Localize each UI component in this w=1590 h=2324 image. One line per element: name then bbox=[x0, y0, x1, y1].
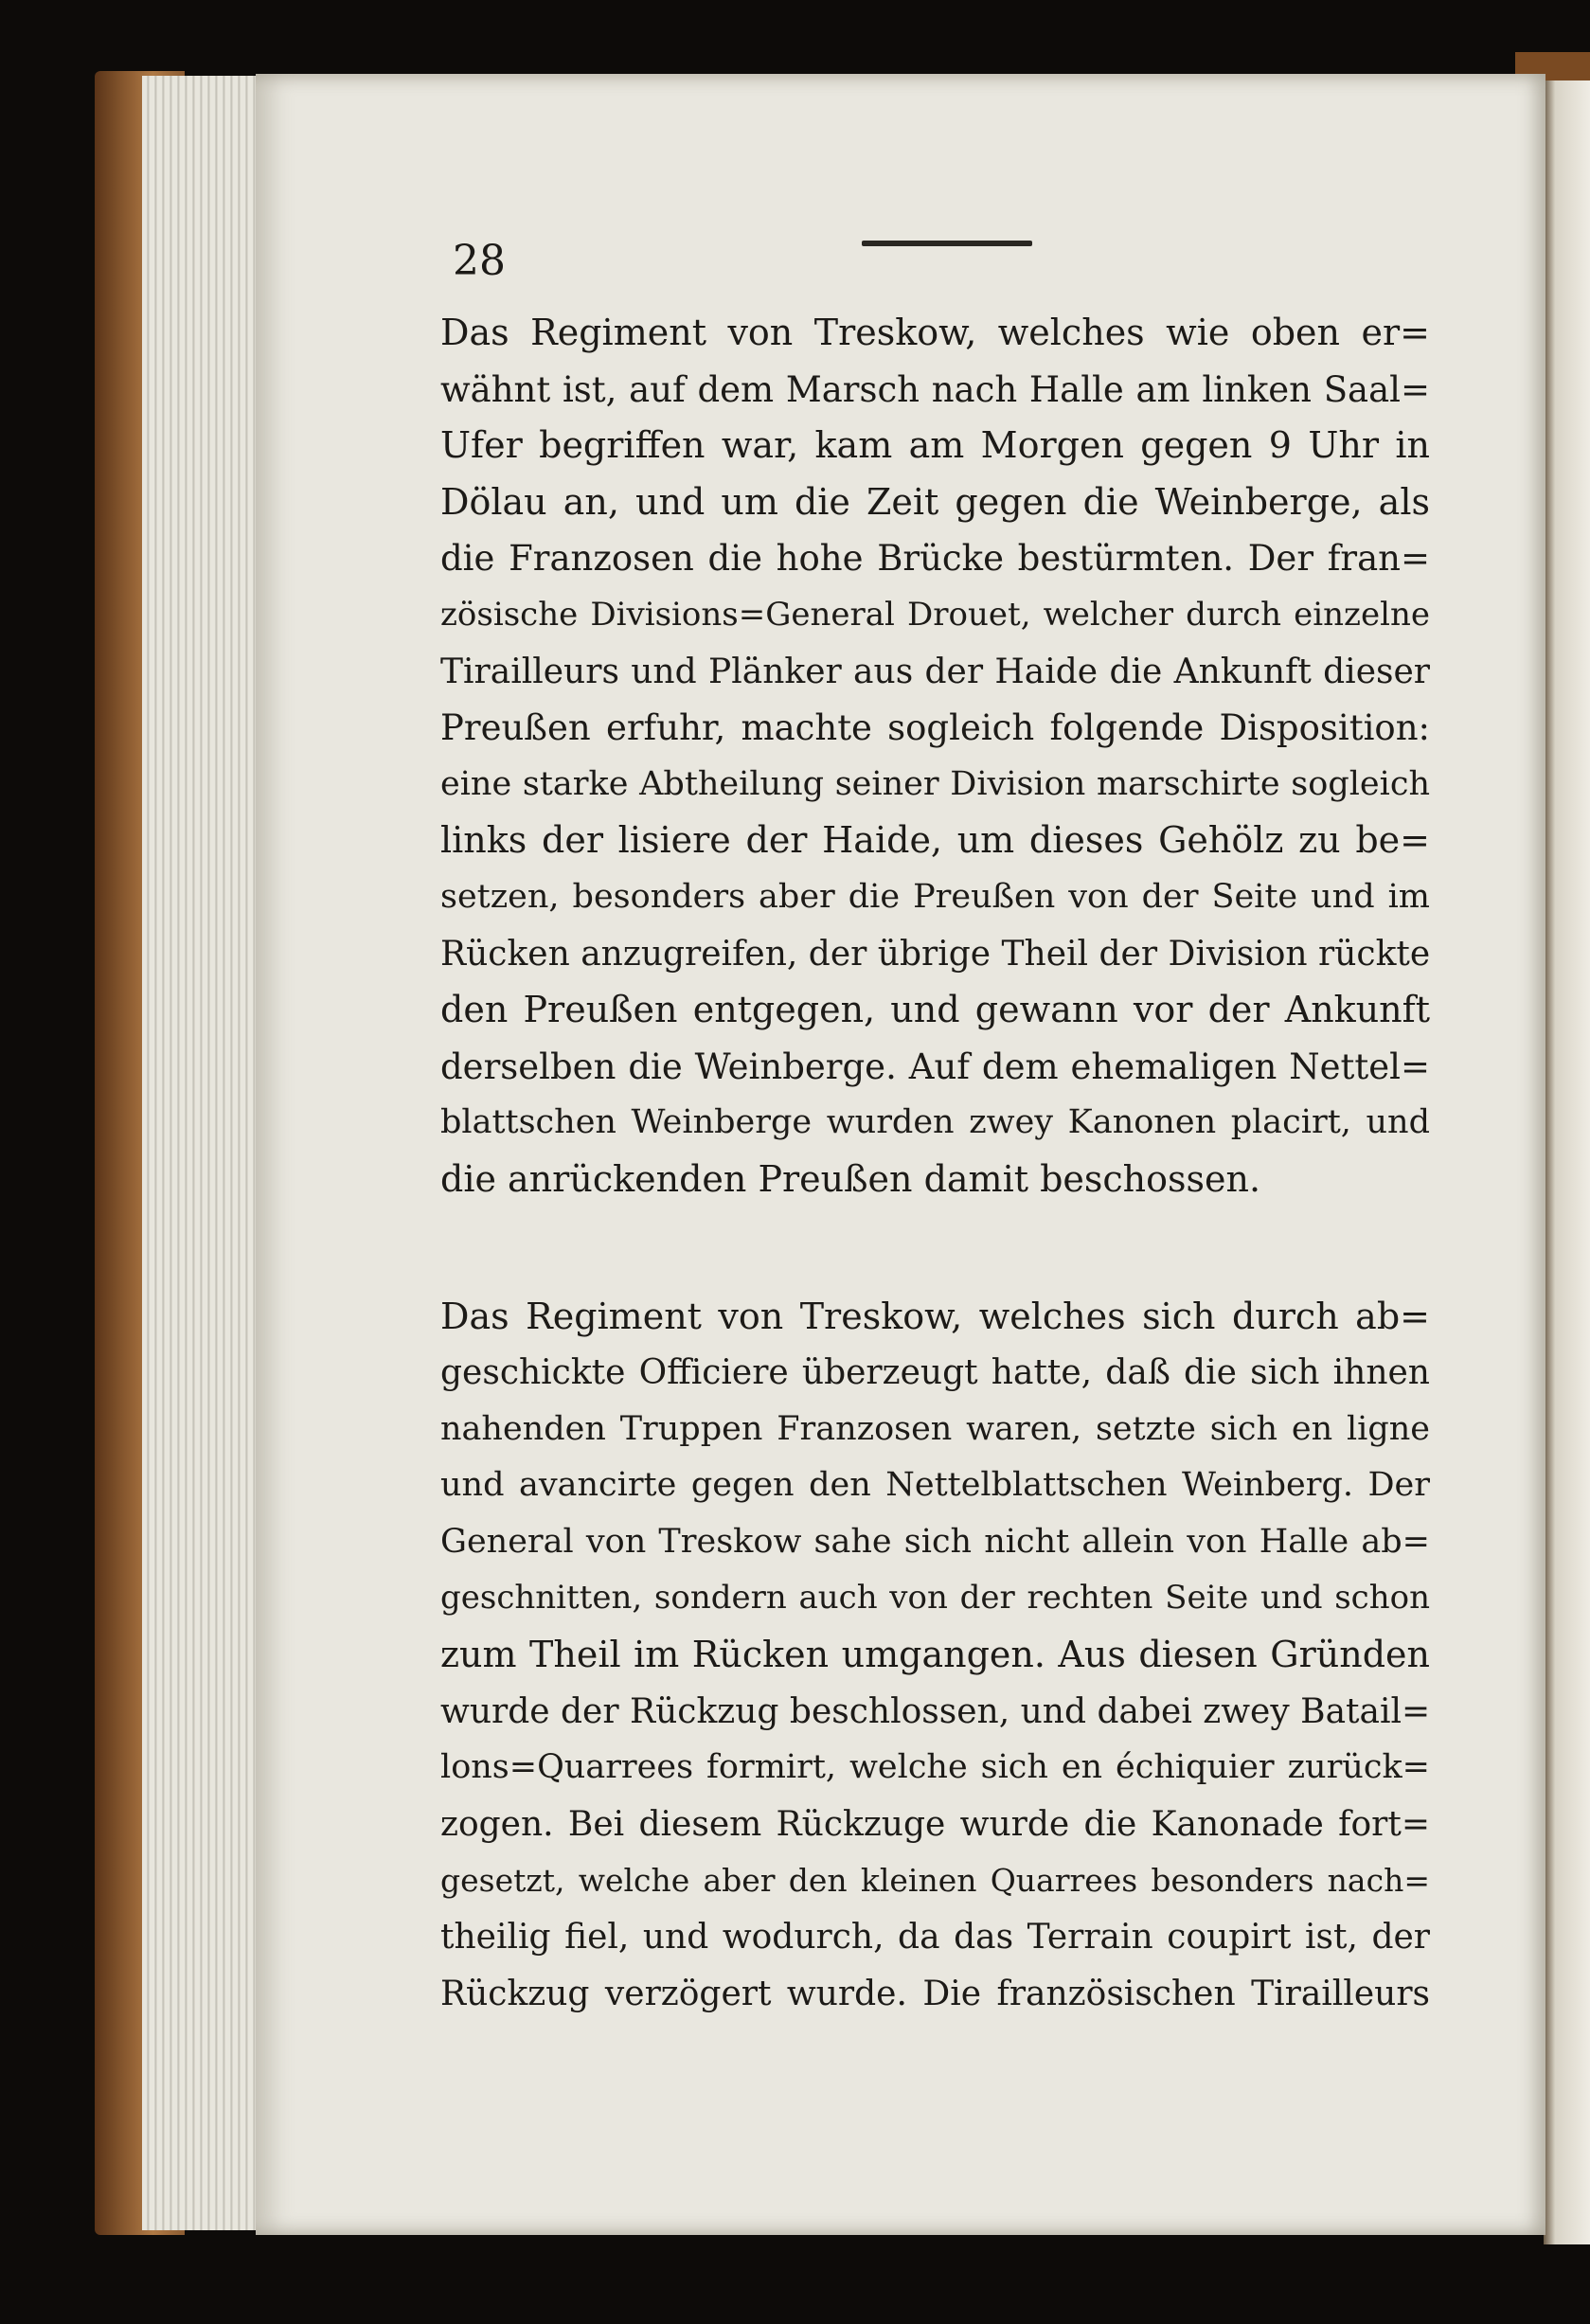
text-line: Das Regiment von Treskow, welches sich durch ab= bbox=[440, 1295, 1430, 1337]
text-line: setzen, besonders aber die Preußen von der Seite und im bbox=[440, 877, 1430, 916]
text-line: zösische Divisions=General Drouet, welcher durch einzelne bbox=[440, 595, 1430, 634]
header-rule bbox=[862, 241, 1032, 246]
text-line: derselben die Weinberge. Auf dem ehemaligen Nettel= bbox=[440, 1046, 1430, 1087]
paragraph-2 bbox=[440, 1289, 1430, 2023]
text-line: blattschen Weinberge wurden zwey Kanonen placirt, und bbox=[440, 1103, 1430, 1142]
text-line: die Franzosen die hohe Brücke bestürmten. Der fran= bbox=[440, 538, 1430, 580]
text-line: Dölau an, und um die Zeit gegen die Weinberge, als bbox=[440, 480, 1430, 523]
text-line: gesetzt, welche aber den kleinen Quarrees besonders nach= bbox=[440, 1862, 1430, 1900]
text-line: geschnitten, sondern auch von der rechten Seite und schon bbox=[440, 1579, 1430, 1618]
text-line: den Preußen entgegen, und gewann vor der Ankunft bbox=[440, 989, 1430, 1031]
text-line: zum Theil im Rücken umgangen. Aus diesen Gründen bbox=[440, 1634, 1430, 1676]
text-line: General von Treskow sahe sich nicht allein von Halle ab= bbox=[440, 1522, 1430, 1561]
text-line: zogen. Bei diesem Rückzuge wurde die Kanonade fort= bbox=[440, 1804, 1430, 1844]
text-line: die anrückenden Preußen damit beschossen. bbox=[440, 1157, 1261, 1200]
text-line: Preußen erfuhr, machte sogleich folgende Disposition: bbox=[440, 707, 1430, 749]
text-line: Das Regiment von Treskow, welches wie oben er= bbox=[440, 312, 1430, 353]
text-line: links der lisiere der Haide, um dieses Gehölz zu be= bbox=[440, 819, 1430, 862]
page-number: 28 bbox=[453, 237, 506, 285]
paragraph-1 bbox=[440, 305, 1430, 1208]
body-text bbox=[440, 305, 1430, 2022]
text-line: geschickte Officiere überzeugt hatte, daß die sich ihnen bbox=[440, 1353, 1430, 1393]
page-edges-left bbox=[142, 76, 275, 2230]
text-line: wähnt ist, auf dem Marsch nach Halle am linken Saal= bbox=[440, 368, 1430, 410]
text-line: lons=Quarrees formirt, welche sich en échiquier zurück= bbox=[440, 1748, 1430, 1787]
text-line: und avancirte gegen den Nettelblattschen Weinberg. Der bbox=[440, 1466, 1430, 1505]
text-line: Rückzug verzögert wurde. Die französischen Tirailleurs bbox=[440, 1974, 1430, 2013]
text-line: wurde der Rückzug beschlossen, und dabei zwey Batail= bbox=[440, 1691, 1431, 1731]
text-line: Tirailleurs und Plänker aus der Haide die Ankunft dieser bbox=[440, 652, 1430, 691]
next-page-edge bbox=[1544, 57, 1590, 2244]
text-line: Rücken anzugreifen, der übrige Theil der Division rückte bbox=[440, 934, 1431, 974]
text-line: nahenden Truppen Franzosen waren, setzte sich en ligne bbox=[440, 1409, 1430, 1448]
paragraph-gap bbox=[440, 1208, 1430, 1289]
text-line: theilig fiel, und wodurch, da das Terrain coupirt ist, der bbox=[440, 1918, 1430, 1958]
text-line: eine starke Abtheilung seiner Division marschirte sogleich bbox=[440, 764, 1430, 803]
text-line: Ufer begriffen war, kam am Morgen gegen 9 Uhr in bbox=[440, 424, 1430, 467]
